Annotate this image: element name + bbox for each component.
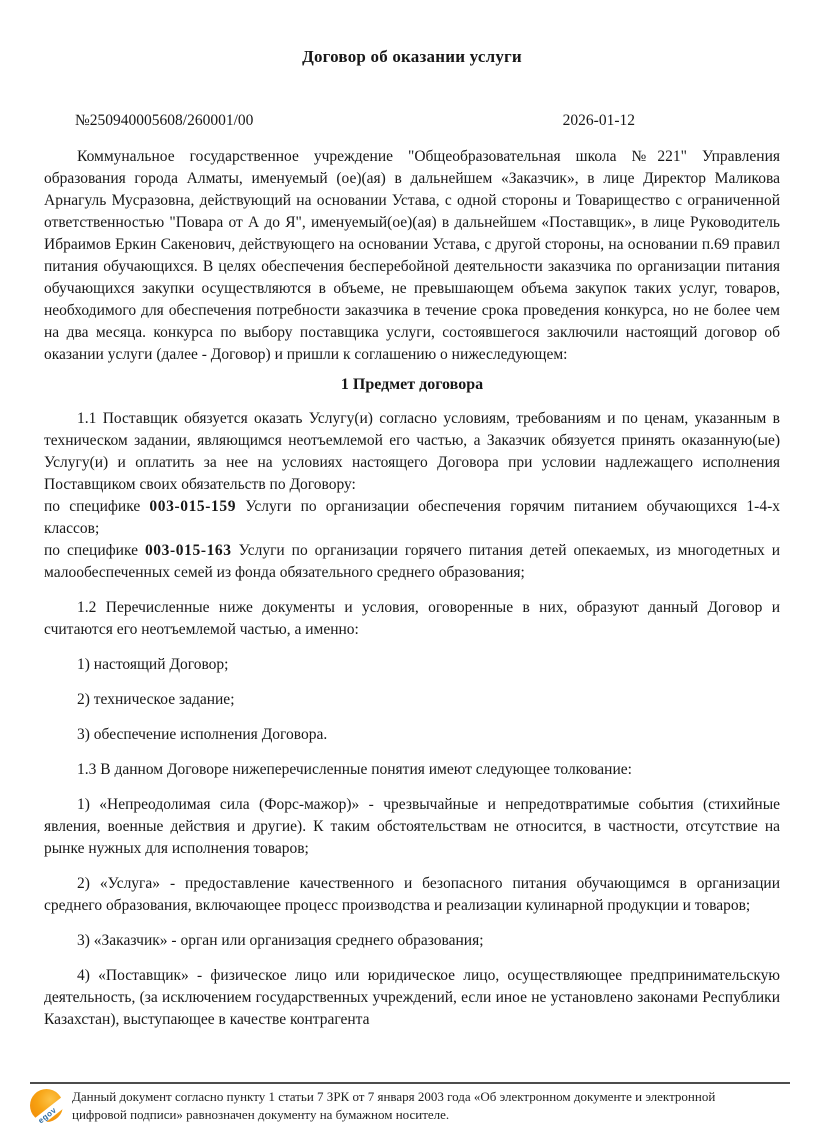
clause-1-2-item-1: 1) настоящий Договор;: [77, 656, 229, 673]
section-1-heading: 1 Предмет договора: [340, 376, 484, 393]
definition-4: 4) «Поставщик» - физическое лицо или юридическое лицо, осуществляющее предпринимательскую деятельность, (за исключением государственных учреждений, если иное не установлено законами Республики Казахстан), выступающее в качестве контрагента: [44, 967, 780, 1028]
spec-2-code: 003-015-163: [144, 542, 232, 559]
spec-line-2: [44, 540, 780, 584]
egov-stamp-icon: [28, 1088, 66, 1130]
clause-1-1: 1.1 Поставщик обязуется оказать Услугу(и) согласно условиям, требованиям и по ценам, указанным в техническом задании, являющимся неотъемлемой его частью, а Заказчик обязуется принять оказанную(ые) Услугу(и) и оплатить за нее на условиях настоящего Договора при условии надлежащего исполнения Поставщиком своих обязательств по Договору:: [44, 410, 780, 493]
spec-2-prefix: по специфике: [44, 542, 138, 559]
spec-1-code: 003-015-159: [149, 498, 237, 515]
clause-1-3: 1.3 В данном Договоре нижеперечисленные понятия имеют следующее толкование:: [77, 761, 632, 778]
footer-legal-note: Данный документ согласно пункту 1 статьи 7 ЗРК от 7 января 2003 года «Об электронном документе и электронной цифровой подписи» равнозначен документу на бумажном носителе.: [72, 1089, 716, 1122]
clause-1-2-item-2: 2) техническое задание;: [77, 691, 235, 708]
contract-date: 2026-01-12: [562, 112, 635, 129]
clause-1-2-item-3: 3) обеспечение исполнения Договора.: [77, 726, 328, 743]
definition-3: 3) «Заказчик» - орган или организация среднего образования;: [77, 932, 484, 949]
contract-number: №250940005608/260001/00: [75, 112, 254, 129]
definition-2: 2) «Услуга» - предоставление качественного и безопасного питания обучающимся в организации среднего образования, включающее процесс производства и реализации кулинарной продукции и товаров;: [44, 875, 780, 914]
spec-2-text: Услуги по организации горячего питания детей опекаемых, из многодетных и малообеспеченных семей из фонда обязательного среднего образования;: [44, 542, 781, 581]
document-title: Договор об оказании услуги: [302, 47, 522, 66]
clause-1-2: 1.2 Перечисленные ниже документы и условия, оговоренные в них, образуют данный Договор и считаются его неотъемлемой частью, а именно:: [44, 599, 780, 638]
spec-1-prefix: по специфике: [44, 498, 141, 515]
contract-meta-row: [44, 110, 780, 132]
definition-1: 1) «Непреодолимая сила (Форс-мажор)» - чрезвычайные и непредотвратимые события (стихийные явления, военные действия и другие). К таким обстоятельствам не относится, в частности, отсутствие на рынке нужных для исполнения товаров;: [44, 796, 780, 857]
egov-stamp-label: egov: [36, 1105, 58, 1125]
electronic-document-footer: [0, 1082, 820, 1137]
spec-1-text: Услуги по организации обеспечения горячим питанием обучающихся 1-4-х классов;: [44, 498, 780, 537]
spec-line-1: [44, 496, 780, 540]
intro-paragraph: Коммунальное государственное учреждение "Общеобразовательная школа №221" Управления образования города Алматы, именуемый (ое)(ая) в дальнейшем «Заказчик», в лице Директор Маликова Арнагуль Мусразовна, действующий на основании Устава, с одной стороны и Товарищество с ограниченной ответственностью "Повара от А до Я", именуемый(ое)(ая) в дальнейшем «Поставщик», в лице Руководитель Ибраимов Еркин Сакенович, действующего на основании Устава, с другой стороны, на основании п.69 правил питания обучающихся. В целях обеспечения бесперебойной деятельности заказчика по организации питания обучающихся закупки осуществляются в объеме, не превышающем объема закупок таких услуг, товаров, необходимого для обеспечения потребности заказчика в течение срока проведения конкурса, но не более чем на два месяца. конкурса по выбору поставщика услуги, состоявшегося заключили настоящий договор об оказании услуги (далее - Договор) и пришли к соглашению о нижеследующем:: [44, 148, 780, 363]
